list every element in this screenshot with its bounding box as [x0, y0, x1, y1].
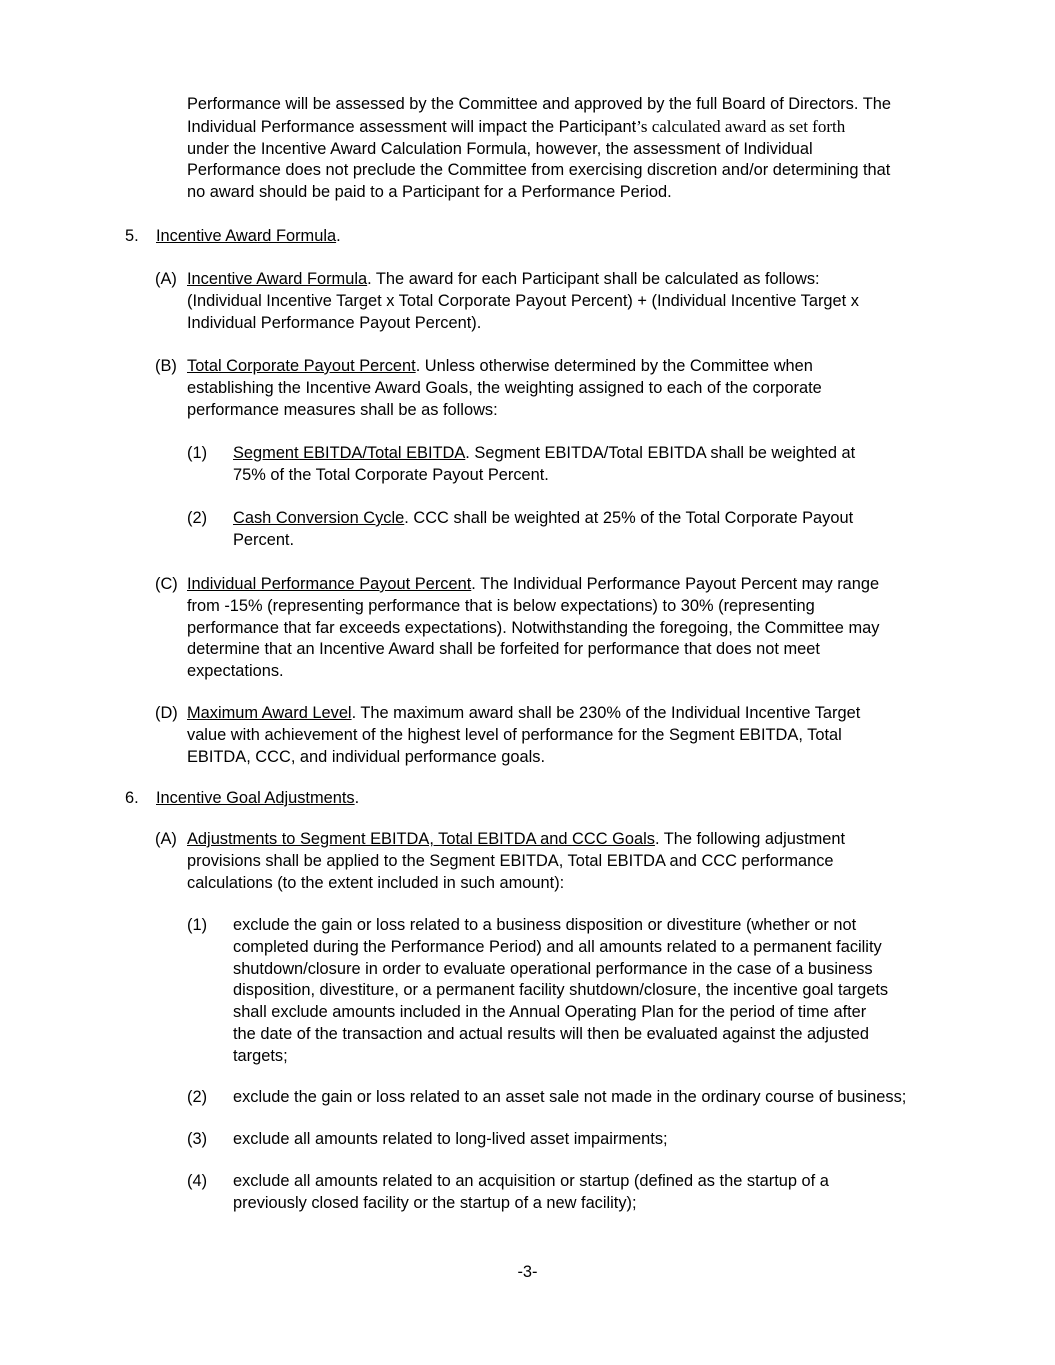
section-title: Incentive Goal Adjustments: [156, 789, 355, 807]
item-marker: (A): [155, 830, 177, 848]
section-5-item-c: (C) Individual Performance Payout Percent. The Individual Performance Payout Percent may range from -15% (representing performance that is below expectations) to 30% (representing performance that far exceeds expectations). Notwithstanding the foregoing, the Committee may determine that an Incentive Award shall be forfeited for performance that does not meet expectations.: [155, 575, 880, 681]
section-number: 5.: [125, 227, 139, 245]
item-title: Individual Performance Payout Percent: [187, 575, 472, 593]
intro-line: Performance will be assessed by the Committee and approved by the full Board of Directors. The: [187, 95, 891, 113]
item-title: Adjustments to Segment EBITDA, Total EBITDA and CCC Goals: [187, 830, 655, 848]
page-number: -3-: [517, 1263, 538, 1281]
item-title: Total Corporate Payout Percent: [187, 357, 416, 375]
intro-line: Performance does not preclude the Committee from exercising discretion and/or determining that: [187, 161, 891, 180]
item-title: Incentive Award Formula: [187, 270, 368, 288]
item-marker: (D): [155, 704, 178, 722]
item-marker: (A): [155, 270, 177, 288]
subitem-marker: (3): [187, 1130, 208, 1148]
subitem-marker: (2): [187, 509, 208, 527]
section-number: 6.: [125, 789, 139, 807]
subitem-title: Segment EBITDA/Total EBITDA: [233, 444, 466, 462]
section-6-a-subitem-1: (1) exclude the gain or loss related to a business disposition or divestiture (whether or not completed during the Performance Period) and all amounts related to a permanent facility shutdown/closure in order to evaluate operational performance in the case of a business disposition, divestiture, or a permanent facility shutdown/closure, the incentive goal targets shall exclude amounts included in the Annual Operating Plan for the period of time after the date of the transaction and actual results will then be evaluated against the adjusted targets;: [187, 916, 889, 1065]
item-title: Maximum Award Level: [187, 704, 352, 722]
section-6-heading: 6. Incentive Goal Adjustments.: [125, 789, 360, 807]
intro-line: under the Incentive Award Calculation Formula, however, the assessment of Individual: [187, 139, 813, 158]
item-marker: (B): [155, 357, 177, 375]
section-6-item-a: (A) Adjustments to Segment EBITDA, Total EBITDA and CCC Goals. The following adjustment provisions shall be applied to the Segment EBITDA, Total EBITDA and CCC performance calculations (to the extent included in such amount):: [155, 830, 846, 892]
section-5-item-d: (D) Maximum Award Level. The maximum award shall be 230% of the Individual Incentive Target value with achievement of the highest level of performance for the Segment EBITDA, Total EBITDA, CCC, and individual performance goals.: [155, 704, 861, 766]
section-5-item-b: (B) Total Corporate Payout Percent. Unless otherwise determined by the Committee when establishing the Incentive Award Goals, the weighting assigned to each of the corporate performance measures shall be as follows:: [155, 357, 822, 419]
section-5-item-a: (A) Incentive Award Formula. The award for each Participant shall be calculated as follows: (Individual Incentive Target x Total Corporate Payout Percent) + (Individual Incentive Target x Individual Performance Payout Percent).: [155, 270, 859, 332]
section-6-a-subitem-2: (2) exclude the gain or loss related to an asset sale not made in the ordinary course of business;: [187, 1087, 947, 1109]
subitem-marker: (1): [187, 916, 208, 934]
section-title: Incentive Award Formula: [156, 227, 337, 245]
section-6-a-subitem-3: (3) exclude all amounts related to long-lived asset impairments;: [187, 1129, 947, 1151]
section-5-heading: 5. Incentive Award Formula.: [125, 227, 341, 245]
intro-paragraph: [187, 94, 947, 204]
intro-line: Individual Performance assessment will impact the Participant’s calculated award as set forth: [187, 116, 846, 136]
section-6-a-subitem-4: (4) exclude all amounts related to an acquisition or startup (defined as the startup of a previously closed facility or the startup of a new facility);: [187, 1172, 829, 1212]
section-5-b-subitem-2: (2) Cash Conversion Cycle. CCC shall be weighted at 25% of the Total Corporate Payout Percent.: [187, 509, 854, 549]
intro-line: no award should be paid to a Participant for a Performance Period.: [187, 183, 672, 202]
subitem-title: Cash Conversion Cycle: [233, 509, 405, 527]
subitem-marker: (1): [187, 444, 208, 462]
subitem-marker: (2): [187, 1088, 208, 1106]
item-marker: (C): [155, 575, 178, 593]
subitem-marker: (4): [187, 1172, 208, 1190]
section-5-b-subitem-1: (1) Segment EBITDA/Total EBITDA. Segment EBITDA/Total EBITDA shall be weighted at 75% of the Total Corporate Payout Percent.: [187, 444, 856, 484]
